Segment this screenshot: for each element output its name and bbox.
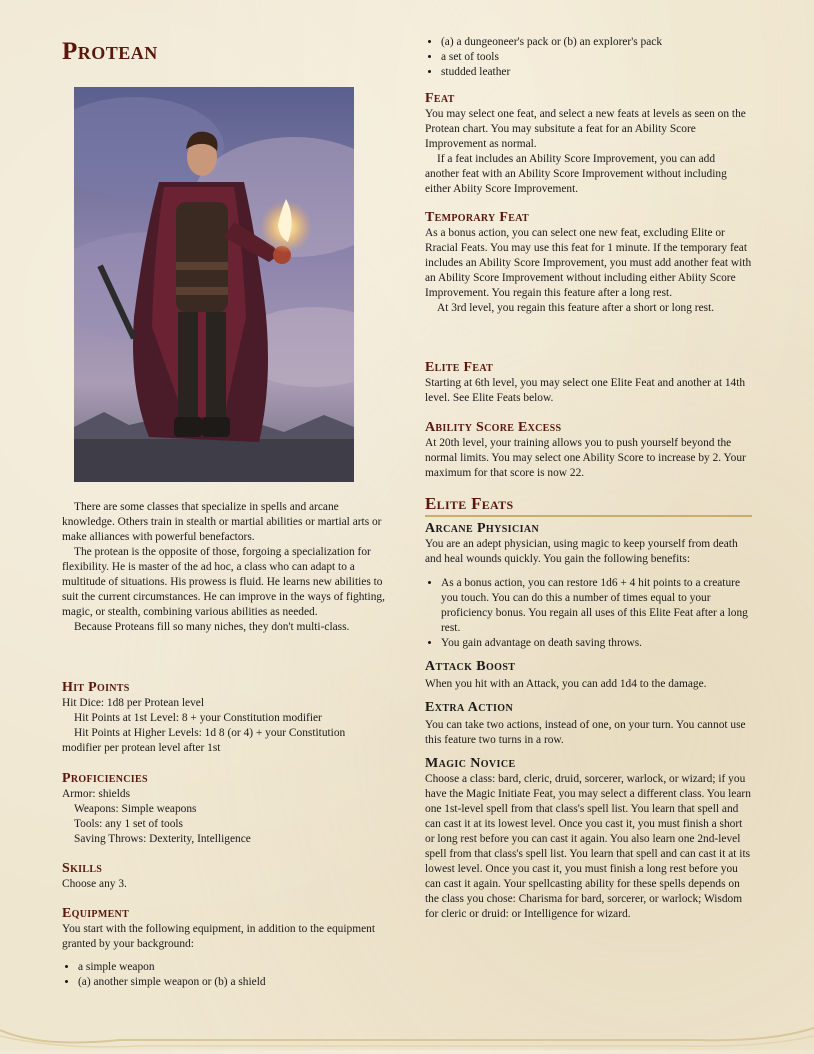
elite-feat-section — [425, 360, 752, 406]
list-item: • a set of tools — [441, 50, 752, 65]
elite-feat-heading: Elite Feat — [425, 360, 494, 375]
list-item: • As a bonus action, you can restore 1d6 + 4 hit points to a creature you touch. You can do this a number of times equal to your proficiency bonus. You regain all uses of this Elite Feat after a long rest. — [441, 576, 752, 636]
ability-score-excess-paragraph: At 20th level, your training allows you to push yourself beyond the normal limits. You may select one Ability Score to increase by 2. Your maximum for that score is now 22. — [425, 437, 746, 479]
protean-illustration — [74, 87, 354, 482]
armor-line: Armor: shields — [62, 788, 131, 800]
weapons-line: Weapons: Simple weapons — [74, 803, 197, 815]
elite-feat-paragraph: Starting at 6th level, you may select one Elite Feat and another at 14th level. See Elite Feats below. — [425, 377, 746, 404]
feat-section — [425, 91, 752, 197]
list-item: • (a) another simple weapon or (b) a shield — [78, 975, 387, 990]
proficiencies-heading: Proficiencies — [62, 771, 148, 786]
elite-feats-section — [425, 494, 752, 922]
feat-paragraph: You may select one feat, and select a new feats at levels as seen on the Protean chart. You may subsitute a feat for an Ability Score Improvement as normal. — [425, 108, 746, 150]
hp-first-level-line: Hit Points at 1st Level: 8 + your Constitution modifier — [74, 712, 322, 724]
equipment-list — [62, 960, 387, 990]
equipment-heading: Equipment — [62, 906, 130, 921]
tools-line: Tools: any 1 set of tools — [74, 818, 183, 830]
ability-score-excess-heading: Ability Score Excess — [425, 420, 562, 435]
proficiencies-section — [62, 771, 387, 847]
equipment-list-cont — [425, 35, 752, 80]
feat-paragraph: If a feat includes an Ability Score Improvement, you can add another feat with an Ability Score Improvement without including either Abiity Score Improvement. — [425, 153, 727, 195]
equipment-list-continued — [425, 35, 752, 80]
page-title: Protean — [62, 38, 158, 65]
attack-boost-heading: Attack Boost — [425, 659, 516, 674]
arcane-physician-text: You are an adept physician, using magic to keep yourself from death and heal wounds quickly. You gain the following benefits: — [425, 538, 738, 565]
intro-paragraph: The protean is the opposite of those, forgoing a specialization for flexibility. He is master of the ad hoc, a class who can adapt to a multitude of situations. His prowess is fluid. He learns new abilities to suit the current circumstances. He can improve in the ways of fighting, magic, or stealth, combining various abilities as needed. — [62, 546, 385, 618]
arcane-physician-list — [425, 576, 752, 651]
magic-novice-text: Choose a class: bard, cleric, druid, sorcerer, warlock, or wizard; if you have the Magic Initiate Feat, you may select a different class. You learn one 1st-level spell from that class's spell list. You learn that spell and can cast it at its lowest level. Once you cast it, you must finish a short or long rest before you can cast it again. You also learn one 2nd-level spell from that class's spell list. You learn that spell and can cast it at its lowest level. Once you cast it, you must finish a long rest before you can cast it again. Your spellcasting ability for these spells depends on the class you chose: Charisma for bard, sorcerer, or warlock; Wisdom for cleric or druid: or Intelligence for wizard. — [425, 773, 751, 920]
list-item: • You gain advantage on death saving throws. — [441, 636, 752, 651]
temporary-feat-section — [425, 210, 752, 316]
skills-section — [62, 861, 387, 892]
hit-dice-line: Hit Dice: 1d8 per Protean level — [62, 697, 205, 709]
skills-text: Choose any 3. — [62, 878, 127, 890]
arcane-physician-heading: Arcane Physician — [425, 521, 540, 536]
elite-feats-heading: Elite Feats — [425, 494, 752, 517]
extra-action-text: You can take two actions, instead of one, on your turn. You cannot use this feature two turns in a row. — [425, 719, 746, 746]
temporary-feat-paragraph: At 3rd level, you regain this feature after a short or long rest. — [437, 302, 715, 314]
intro-section — [62, 500, 387, 635]
ability-score-excess-section — [425, 420, 752, 481]
intro-paragraph: Because Proteans fill so many niches, they don't multi-class. — [74, 621, 350, 633]
hit-points-section — [62, 680, 387, 756]
equipment-section — [62, 906, 387, 990]
intro-paragraph: There are some classes that specialize in spells and arcane knowledge. Others train in stealth or martial abilities or martial arts or make alliances with powerful benefactors. — [62, 501, 382, 543]
feat-heading: Feat — [425, 91, 455, 106]
hp-higher-levels-line: Hit Points at Higher Levels: 1d 8 (or 4) + your Constitution modifier per protean level after 1st — [62, 727, 346, 754]
hit-points-heading: Hit Points — [62, 680, 130, 695]
saving-throws-line: Saving Throws: Dexterity, Intelligence — [74, 833, 251, 845]
list-item: • (a) a dungeoneer's pack or (b) an explorer's pack — [441, 35, 752, 50]
extra-action-heading: Extra Action — [425, 700, 514, 715]
equipment-text: You start with the following equipment, in addition to the equipment granted by your background: — [62, 923, 376, 950]
magic-novice-heading: Magic Novice — [425, 756, 516, 771]
attack-boost-text: When you hit with an Attack, you can add 1d4 to the damage. — [425, 678, 707, 690]
list-item: • studded leather — [441, 65, 752, 80]
list-item: • a simple weapon — [78, 960, 387, 975]
page-footer-decoration — [0, 1010, 814, 1050]
temporary-feat-heading: Temporary Feat — [425, 210, 529, 225]
skills-heading: Skills — [62, 861, 103, 876]
temporary-feat-paragraph: As a bonus action, you can select one new feat, excluding Elite or Rracial Feats. You may use this feat for 1 minute. If the temporary feat includes an Ability Score Improvement, you must add another feat with an Ability Score Improvement without including either Abiity Score Improvement. You regain this feature after a long rest. — [425, 227, 752, 299]
